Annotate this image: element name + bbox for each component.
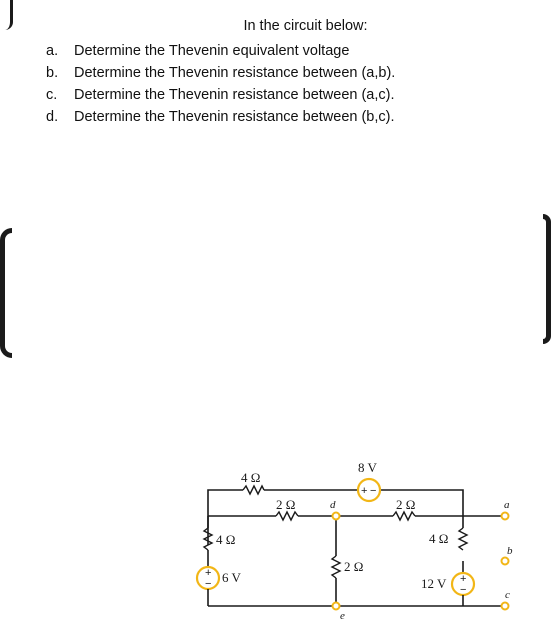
source-right-plus: +: [460, 573, 467, 585]
label-terminal-b: b: [507, 545, 513, 557]
source-right-minus: −: [460, 584, 467, 596]
problem-heading: In the circuit below:: [243, 18, 368, 34]
node-e: [333, 603, 340, 610]
resistor-top-left: [243, 486, 264, 494]
node-d: [333, 513, 340, 520]
task-text: Determine the Thevenin equivalent voltage: [74, 43, 350, 59]
source-top-plus: +: [361, 485, 368, 497]
task-marker: d.: [46, 109, 59, 125]
source-left-plus: +: [205, 567, 212, 579]
label-resistor-top-right: 2 Ω: [396, 497, 416, 512]
task-text: Determine the Thevenin resistance between (b,c).: [74, 109, 395, 125]
resistor-top-right: [393, 512, 415, 520]
terminal-a: [502, 513, 509, 520]
task-marker: b.: [46, 65, 59, 81]
label-terminal-a: a: [504, 499, 510, 511]
source-left-minus: −: [205, 578, 212, 590]
label-resistor-mid-vertical: 2 Ω: [344, 559, 364, 574]
resistor-mid-vertical: [332, 556, 340, 578]
task-marker: a.: [46, 43, 59, 59]
task-marker: c.: [46, 87, 58, 103]
label-node-e: e: [340, 610, 345, 622]
source-top-minus: −: [370, 485, 377, 497]
label-resistor-top-mid: 2 Ω: [276, 497, 296, 512]
label-resistor-right-vertical: 4 Ω: [429, 531, 449, 546]
terminal-b: [502, 558, 509, 565]
terminal-c: [502, 603, 509, 610]
resistor-right-vertical: [459, 528, 467, 550]
label-source-left: 6 V: [222, 570, 241, 585]
wire-top-right: [380, 490, 463, 514]
label-terminal-c: c: [505, 589, 510, 601]
task-text: Determine the Thevenin resistance between (a,b).: [74, 65, 396, 81]
label-node-d: d: [330, 499, 336, 511]
label-resistor-left-vertical: 4 Ω: [216, 532, 236, 547]
resistor-top-mid: [276, 512, 298, 520]
task-text: Determine the Thevenin resistance between (a,c).: [74, 87, 395, 103]
label-source-right: 12 V: [421, 576, 447, 591]
label-source-top: 8 V: [358, 460, 377, 475]
label-resistor-top-left: 4 Ω: [241, 470, 261, 485]
